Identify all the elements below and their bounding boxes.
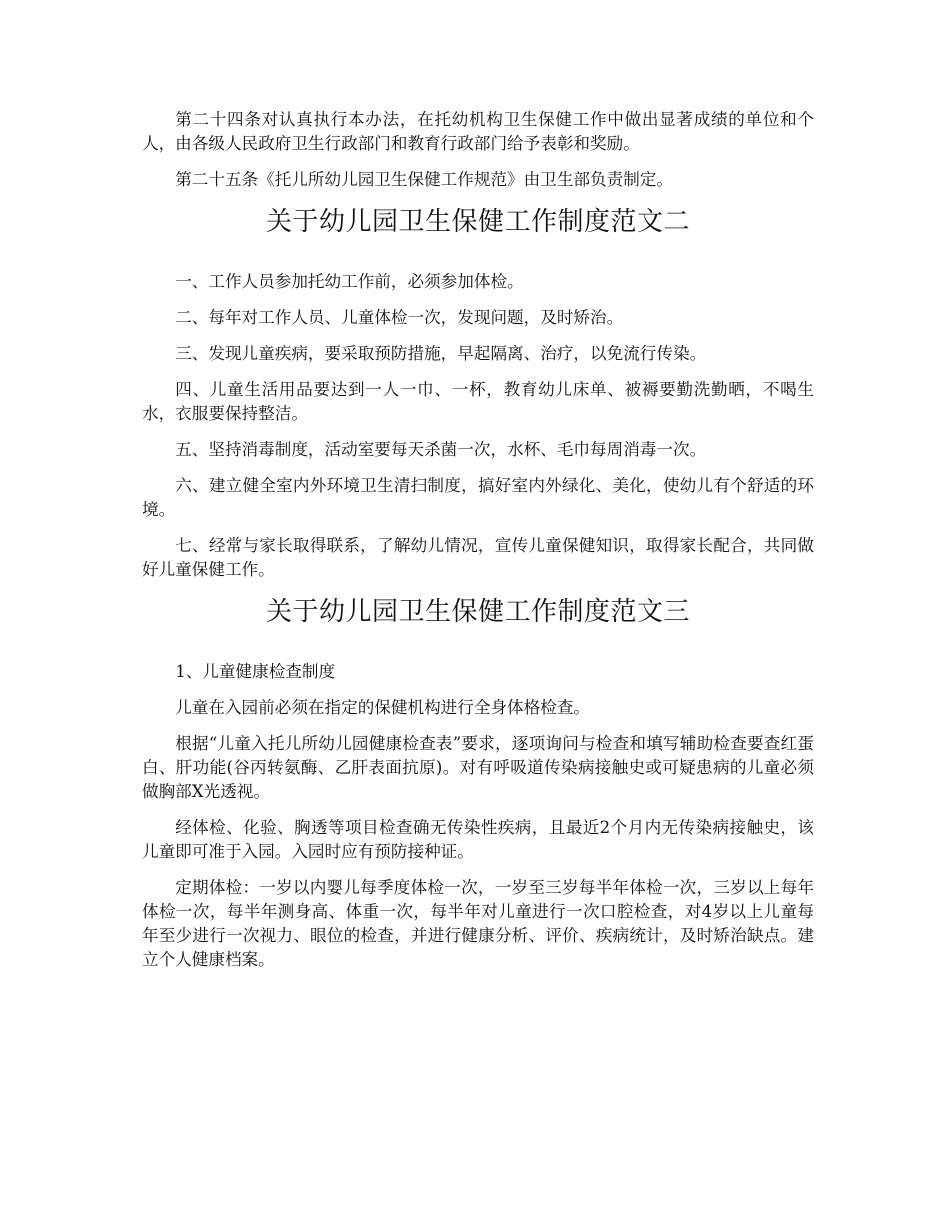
section-title-2: 关于幼儿园卫生保健工作制度范文二 — [265, 207, 690, 237]
list-item: 五、坚持消毒制度，活动室要每天杀菌一次，水杯、毛巾每周消毒一次。 — [175, 440, 707, 459]
document-body — [142, 108, 814, 984]
section-title-3: 关于幼儿园卫生保健工作制度范文三 — [265, 597, 690, 627]
list-item: 七、经常与家长取得联系，了解幼儿情况，宣传儿童保健知识，取得家长配合，共同做好儿童保健工作。 — [142, 536, 814, 579]
list-item: 二、每年对工作人员、儿童体检一次，发现问题，及时矫治。 — [175, 308, 624, 327]
paragraph: 定期体检：一岁以内婴儿每季度体检一次，一岁至三岁每半年体检一次，三岁以上每年体检一次，每半年测身高、体重一次，每半年对儿童进行一次口腔检查，对4岁以上儿童每年至少进行一次视力、眼位的检查，并进行健康分析、评价、疾病统计，及时矫治缺点。建立个人健康档案。 — [142, 878, 814, 969]
list-item: 一、工作人员参加托幼工作前，必须参加体检。 — [175, 272, 524, 291]
paragraph: 经体检、化验、胸透等项目检查确无传染性疾病，且最近2个月内无传染病接触史，该儿童即可准于入园。入园时应有预防接种证。 — [142, 818, 814, 861]
list-item: 六、建立健全室内外环境卫生清扫制度，搞好室内外绿化、美化，使幼儿有个舒适的环境。 — [142, 476, 814, 519]
list-item: 四、儿童生活用品要达到一人一巾、一杯，教育幼儿床单、被褥要勤洗勤晒，不喝生水，衣服要保持整洁。 — [142, 380, 814, 423]
paragraph: 根据“儿童入托儿所幼儿园健康检查表”要求，逐项询问与检查和填写辅助检查要查红蛋白、肝功能(谷丙转氨酶、乙肝表面抗原)。对有呼吸道传染病接触史或可疑患病的儿童必须做胸部X光透视。 — [142, 734, 814, 801]
subsection-heading: 1、儿童健康检查制度 — [175, 662, 336, 681]
paragraph-article-24: 第二十四条对认真执行本办法，在托幼机构卫生保健工作中做出显著成绩的单位和个人，由各级人民政府卫生行政部门和教育行政部门给予表彰和奖励。 — [142, 110, 814, 153]
list-item: 三、发现儿童疾病，要采取预防措施，早起隔离、治疗，以免流行传染。 — [175, 344, 707, 363]
paragraph-article-25: 第二十五条《托儿所幼儿园卫生保健工作规范》由卫生部负责制定。 — [175, 170, 673, 189]
paragraph: 儿童在入园前必须在指定的保健机构进行全身体格检查。 — [175, 698, 591, 717]
